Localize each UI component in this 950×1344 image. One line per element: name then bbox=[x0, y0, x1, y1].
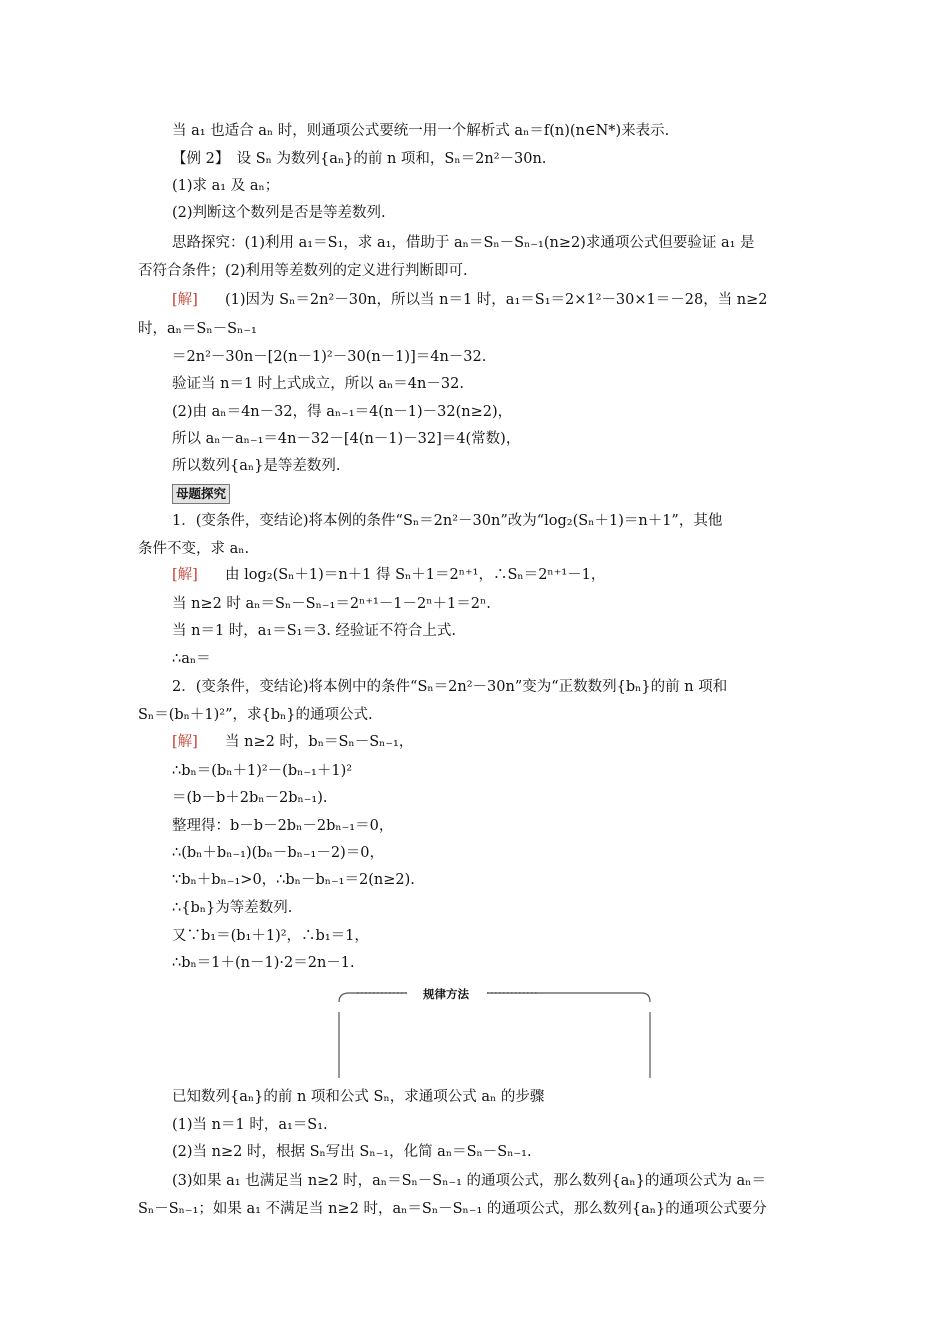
text-line: 当 n≥2 时 aₙ＝Sₙ－Sₙ₋₁＝2ⁿ⁺¹－1－2ⁿ＋1＝2ⁿ. bbox=[172, 596, 491, 612]
text-line: 验证当 n＝1 时上式成立，所以 aₙ＝4n－32. bbox=[172, 376, 464, 392]
solution-label: [解] bbox=[172, 292, 198, 308]
text-line: 所以 aₙ－aₙ₋₁＝4n－32－[4(n－1)－32]＝4(常数)， bbox=[172, 431, 521, 447]
text-line: 当 n≥2 时，bₙ＝Sₙ－Sₙ₋₁， bbox=[225, 734, 414, 750]
example-heading: 【例 2】 设 Sₙ 为数列{aₙ}的前 n 项和，Sₙ＝2n²－30n. bbox=[172, 151, 547, 167]
solution-label: [解] bbox=[172, 567, 198, 583]
solution-label: [解] bbox=[172, 734, 198, 750]
text-line: ＝(b－b＋2bₙ－2bₙ₋₁). bbox=[172, 790, 328, 806]
text-line: (1)因为 Sₙ＝2n²－30n，所以当 n＝1 时，a₁＝S₁＝2×1²－30×1＝－28，当 n≥2 bbox=[225, 292, 768, 308]
text-line: 当 a₁ 也适合 aₙ 时，则通项公式要统一用一个解析式 aₙ＝f(n)(n∈N*)来表示. bbox=[172, 123, 670, 139]
text-line: 整理得：b－b－2bₙ－2bₙ₋₁＝0， bbox=[172, 818, 394, 834]
text-line: 已知数列{aₙ}的前 n 项和公式 Sₙ，求通项公式 aₙ 的步骤 bbox=[172, 1089, 545, 1105]
text-line: ∴bₙ＝(bₙ＋1)²－(bₙ₋₁＋1)² bbox=[172, 763, 353, 779]
text-line: 所以数列{aₙ}是等差数列. bbox=[172, 458, 341, 474]
text-line: ∴bₙ＝1＋(n－1)·2＝2n－1. bbox=[172, 955, 355, 971]
text-line: (2)当 n≥2 时，根据 Sₙ写出 Sₙ₋₁，化简 aₙ＝Sₙ－Sₙ₋₁. bbox=[172, 1144, 532, 1160]
text-line: 时，aₙ＝Sₙ－Sₙ₋₁ bbox=[138, 321, 257, 337]
text-line: (2)由 aₙ＝4n－32，得 aₙ₋₁＝4(n－1)－32(n≥2)， bbox=[172, 404, 513, 420]
text-line: 由 log₂(Sₙ＋1)＝n＋1 得 Sₙ＋1＝2ⁿ⁺¹，∴Sₙ＝2ⁿ⁺¹－1， bbox=[225, 567, 606, 583]
text-line: 2．(变条件，变结论)将本例中的条件“Sₙ＝2n²－30n”变为“正数数列{bₙ}的前 n 项和 bbox=[172, 679, 728, 695]
text-line: 思路探究：(1)利用 a₁＝S₁，求 a₁，借助于 aₙ＝Sₙ－Sₙ₋₁(n≥2)求通项公式但要验证 a₁ 是 bbox=[172, 235, 755, 251]
text-line: (3)如果 a₁ 也满足当 n≥2 时，aₙ＝Sₙ－Sₙ₋₁ 的通项公式，那么数列{aₙ}的通项公式为 aₙ＝ bbox=[172, 1173, 766, 1189]
text-line: ∴(bₙ＋bₙ₋₁)(bₙ－bₙ₋₁－2)＝0， bbox=[172, 845, 384, 861]
text-line: Sₙ－Sₙ₋₁；如果 a₁ 不满足当 n≥2 时，aₙ＝Sₙ－Sₙ₋₁ 的通项公式，那么数列{aₙ}的通项公式要分 bbox=[138, 1201, 767, 1217]
text-line: (1)求 a₁ 及 aₙ； bbox=[172, 178, 280, 194]
text-line: 1．(变条件，变结论)将本例的条件“Sₙ＝2n²－30n”改为“log₂(Sₙ＋1)＝n＋1”，其他 bbox=[172, 513, 723, 529]
text-line: (2)判断这个数列是否是等差数列. bbox=[172, 205, 386, 221]
mother-topic-tag: 母题探究 bbox=[172, 484, 230, 504]
text-line: ∴aₙ＝ bbox=[172, 651, 211, 667]
text-line: 当 n＝1 时，a₁＝S₁＝3. 经验证不符合上式. bbox=[172, 623, 457, 639]
text-line: ∵bₙ＋bₙ₋₁>0，∴bₙ－bₙ₋₁＝2(n≥2). bbox=[172, 872, 415, 888]
text-line: ＝2n²－30n－[2(n－1)²－30(n－1)]＝4n－32. bbox=[172, 349, 487, 365]
text-line: 否符合条件；(2)利用等差数列的定义进行判断即可. bbox=[138, 263, 468, 279]
rule-method-title: 规律方法 bbox=[410, 987, 482, 1001]
text-line: ∴{bₙ}为等差数列. bbox=[172, 900, 293, 916]
text-line: (1)当 n＝1 时，a₁＝S₁. bbox=[172, 1117, 328, 1133]
rule-method-frame bbox=[337, 990, 652, 1080]
text-line: 又∵b₁＝(b₁＋1)²，∴b₁＝1， bbox=[172, 928, 369, 944]
text-line: Sₙ＝(bₙ＋1)²”，求{bₙ}的通项公式. bbox=[138, 707, 373, 723]
text-line: 条件不变，求 aₙ. bbox=[138, 541, 250, 557]
